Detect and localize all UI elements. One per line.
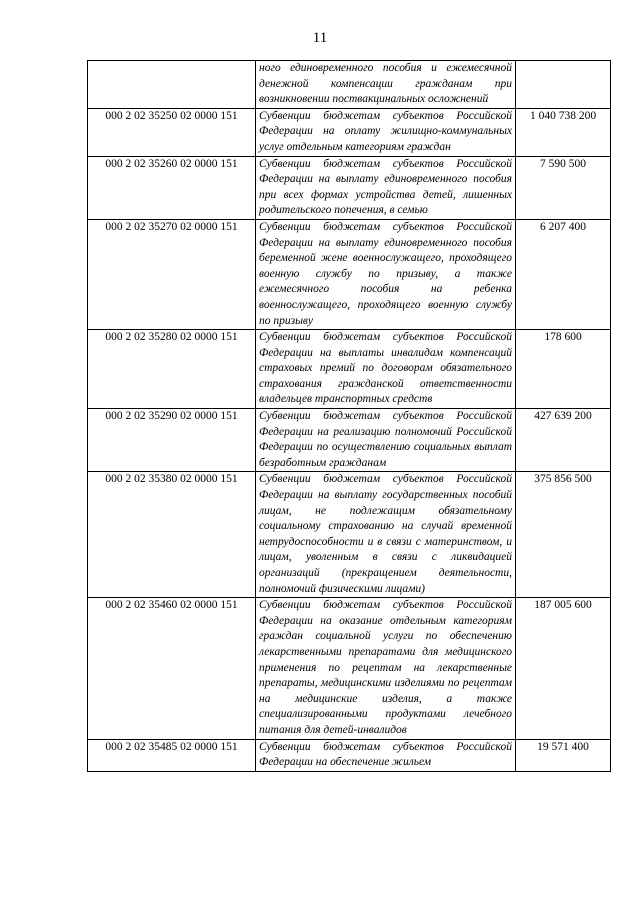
description-cell: Субвенции бюджетам субъектов Российской Федерации на оказание отдельным категориям граждан социальной услуги по обеспечению лекарственными препаратами для медицинского применения по рецептам на лекарственные препараты, медицинскими изделиями по рецептам на медицинские изделия, а также специализированными продуктами лечебного питания для детей-инвалидов — [256, 598, 516, 739]
table-row — [88, 108, 611, 156]
page-number: 11 — [312, 30, 328, 46]
description-cell: Субвенции бюджетам субъектов Российской Федерации на выплату единовременного пособия при всех формах устройства детей, лишенных родительского попечения, в семью — [256, 156, 516, 219]
code-cell: 000 2 02 35290 02 0000 151 — [88, 409, 256, 472]
amount-cell: 427 639 200 — [516, 409, 611, 472]
code-cell: 000 2 02 35270 02 0000 151 — [88, 219, 256, 329]
description-cell: Субвенции бюджетам субъектов Российской Федерации на обеспечение жильем — [256, 739, 516, 771]
table-row — [88, 330, 611, 409]
table-row — [88, 739, 611, 771]
code-cell: 000 2 02 35280 02 0000 151 — [88, 330, 256, 409]
amount-cell — [516, 61, 611, 109]
amount-cell: 7 590 500 — [516, 156, 611, 219]
code-cell: 000 2 02 35260 02 0000 151 — [88, 156, 256, 219]
description-cell: Субвенции бюджетам субъектов Российской Федерации на оплату жилищно-коммунальных услуг отдельным категориям граждан — [256, 108, 516, 156]
code-cell: 000 2 02 35485 02 0000 151 — [88, 739, 256, 771]
code-cell: 000 2 02 35380 02 0000 151 — [88, 472, 256, 598]
amount-cell: 178 600 — [516, 330, 611, 409]
code-cell: 000 2 02 35460 02 0000 151 — [88, 598, 256, 739]
amount-cell: 187 005 600 — [516, 598, 611, 739]
amount-cell: 375 856 500 — [516, 472, 611, 598]
code-cell: 000 2 02 35250 02 0000 151 — [88, 108, 256, 156]
table-row — [88, 219, 611, 329]
amount-cell: 6 207 400 — [516, 219, 611, 329]
table-row — [88, 409, 611, 472]
table-row — [88, 61, 611, 109]
description-cell: Субвенции бюджетам субъектов Российской Федерации на выплату государственных пособий лицам, не подлежащим обязательному социальному страхованию на случай временной нетрудоспособности и в связи с материнством, и лицам, уволенным в связи с ликвидацией организаций (прекращением деятельности, полномочий физическими лицами) — [256, 472, 516, 598]
amount-cell: 1 040 738 200 — [516, 108, 611, 156]
description-cell: ного единовременного пособия и ежемесячной денежной компенсации гражданам при возникновении поствакцинальных осложнений — [256, 61, 516, 109]
description-cell: Субвенции бюджетам субъектов Российской Федерации на реализацию полномочий Российской Федерации по осуществлению социальных выплат безработным гражданам — [256, 409, 516, 472]
table-row — [88, 472, 611, 598]
table-row — [88, 156, 611, 219]
table-row — [88, 598, 611, 739]
description-cell: Субвенции бюджетам субъектов Российской Федерации на выплаты инвалидам компенсаций страховых премий по договорам обязательного страхования гражданской ответственности владельцев транспортных средств — [256, 330, 516, 409]
amount-cell: 19 571 400 — [516, 739, 611, 771]
description-cell: Субвенции бюджетам субъектов Российской Федерации на выплату единовременного пособия беременной жене военнослужащего, проходящего военную службу по призыву, а также ежемесячного пособия на ребенка военнослужащего, проходящего военную службу по призыву — [256, 219, 516, 329]
budget-table — [87, 60, 611, 772]
code-cell — [88, 61, 256, 109]
